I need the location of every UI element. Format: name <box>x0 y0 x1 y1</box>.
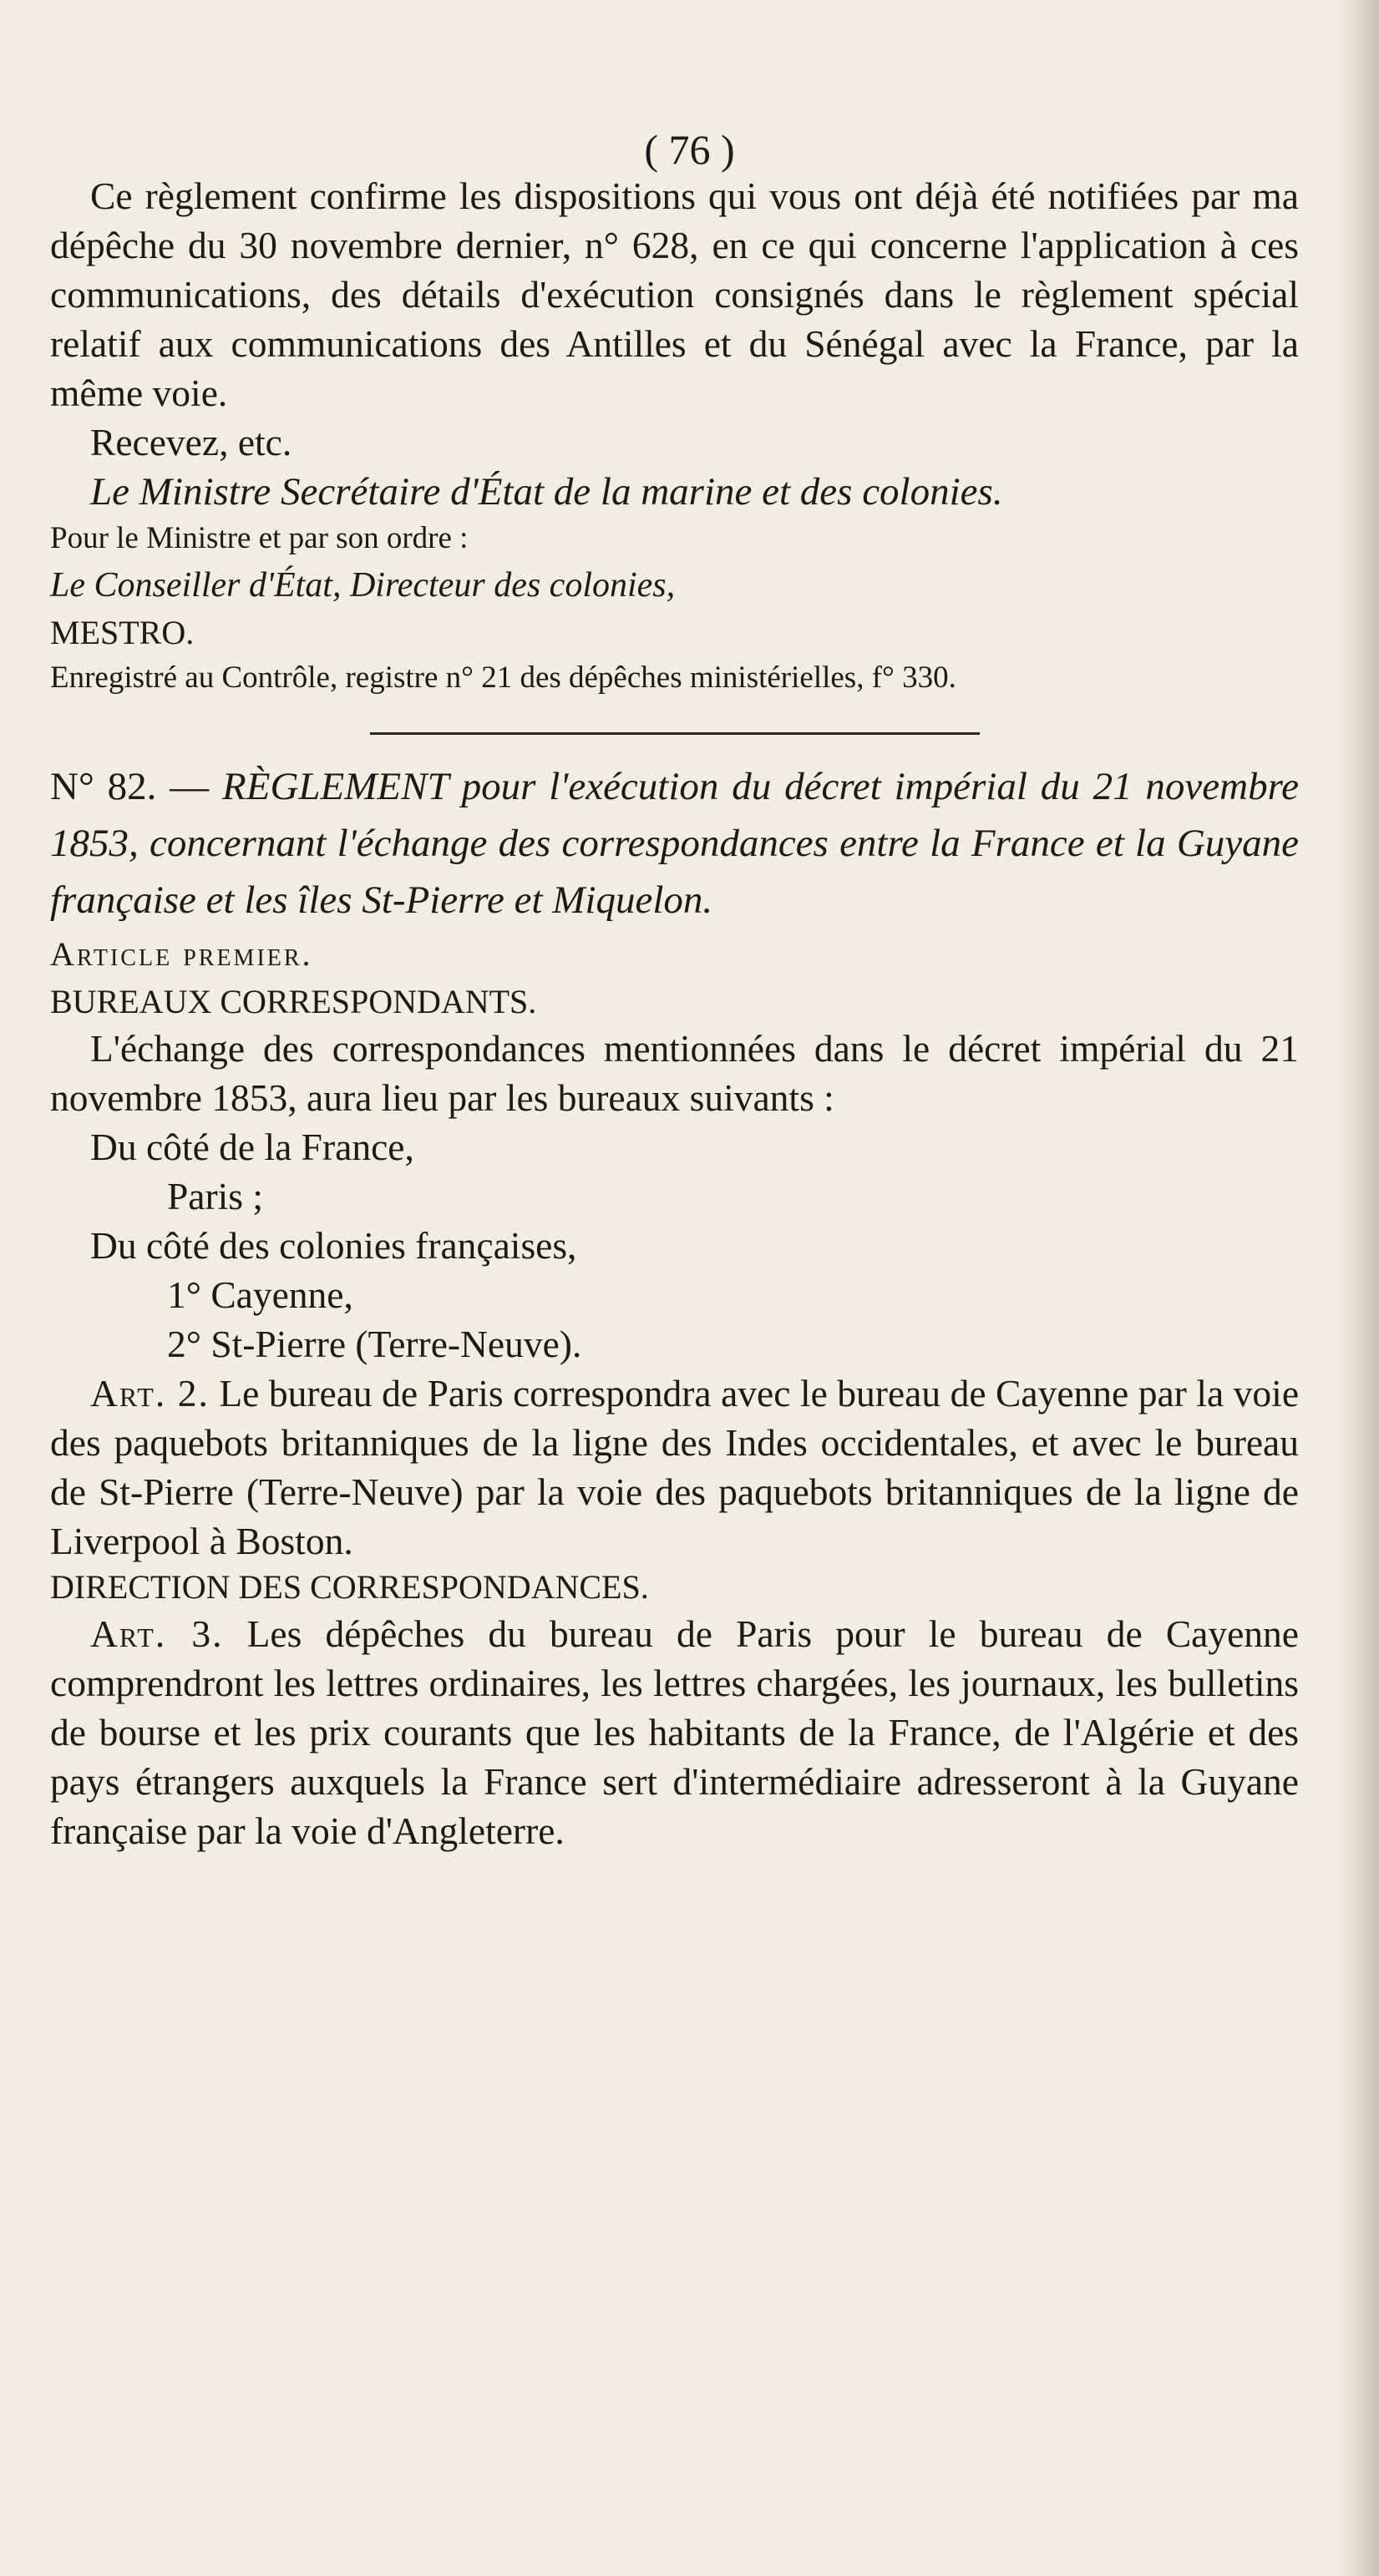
page-number: ( 76 ) <box>644 126 735 173</box>
article-1-text: L'échange des correspondances mentionnées dans le décret impérial du 21 novembre 1853, aura lieu par les bureaux suivants : <box>50 1027 1299 1119</box>
paris-line: Paris ; <box>167 1175 264 1217</box>
article-2-paragraph <box>50 1369 1299 1566</box>
intro-paragraph: Ce règlement confirme les dispositions qui vous ont déjà été notifiées par ma dépêche du 30 novembre dernier, n° 628, en ce qui concerne l'application à ces communications, des détails d'exécution consignés dans le règlement spécial relatif aux communications des Antilles et du Sénégal avec la France, par la même voie. <box>50 175 1299 414</box>
article-3-label: Art. 3. <box>90 1612 224 1655</box>
bureau-item-cayenne: 1° Cayenne, <box>167 1273 353 1316</box>
article-2-text: Le bureau de Paris correspondra avec le bureau de Cayenne par la voie des paquebots britanniques de la ligne des Indes occidentales, et avec le bureau de St-Pierre (Terre-Neuve) par la voie des paquebots britanniques de la ligne de Liverpool à Boston. <box>50 1372 1300 1562</box>
section-bureaux-heading: BUREAUX CORRESPONDANTS. <box>50 983 537 1020</box>
section-direction-heading: DIRECTION DES CORRESPONDANCES. <box>50 1568 649 1606</box>
colonies-side-line: Du côté des colonies françaises, <box>90 1224 577 1267</box>
page-body <box>50 171 1299 1855</box>
france-side-line: Du côté de la France, <box>90 1126 414 1168</box>
closing-line: Recevez, etc. <box>90 421 292 463</box>
regulation-title: RÈGLEMENT pour l'exécution du décret impérial du 21 novembre 1853, concernant l'échange des correspondances entre la France et la Guyane française et les îles St-Pierre et Miquelon. <box>50 765 1300 922</box>
section-divider <box>370 732 980 735</box>
article-2-label: Art. 2. <box>90 1372 210 1415</box>
order-line: Pour le Ministre et par son ordre : <box>50 521 469 555</box>
page-edge-shadow <box>1339 0 1379 2576</box>
article-3-paragraph <box>50 1609 1299 1855</box>
counsel-line: Le Conseiller d'État, Directeur des colonies, <box>50 566 676 605</box>
regulation-heading <box>50 758 1299 929</box>
article-3-text: Les dépêches du bureau de Paris pour le bureau de Cayenne comprendront les lettres ordinaires, les lettres chargées, les journaux, les bulletins de bourse et les prix courants que les habitants de la France, de l'Algérie et des pays étrangers auxquels la France sert d'intermédiaire adresseront à la Guyane française par la voie d'Angleterre. <box>50 1612 1300 1852</box>
bureau-item-st-pierre: 2° St-Pierre (Terre-Neuve). <box>167 1323 582 1365</box>
signatory-name: MESTRO. <box>50 614 195 651</box>
article-premier-heading: Article premier. <box>50 935 313 973</box>
signature-title: Le Ministre Secrétaire d'État de la marine et des colonies. <box>90 470 1003 514</box>
regulation-number: N° 82. — <box>50 765 210 808</box>
registration-note: Enregistré au Contrôle, registre n° 21 des dépêches ministérielles, f° 330. <box>50 660 956 695</box>
